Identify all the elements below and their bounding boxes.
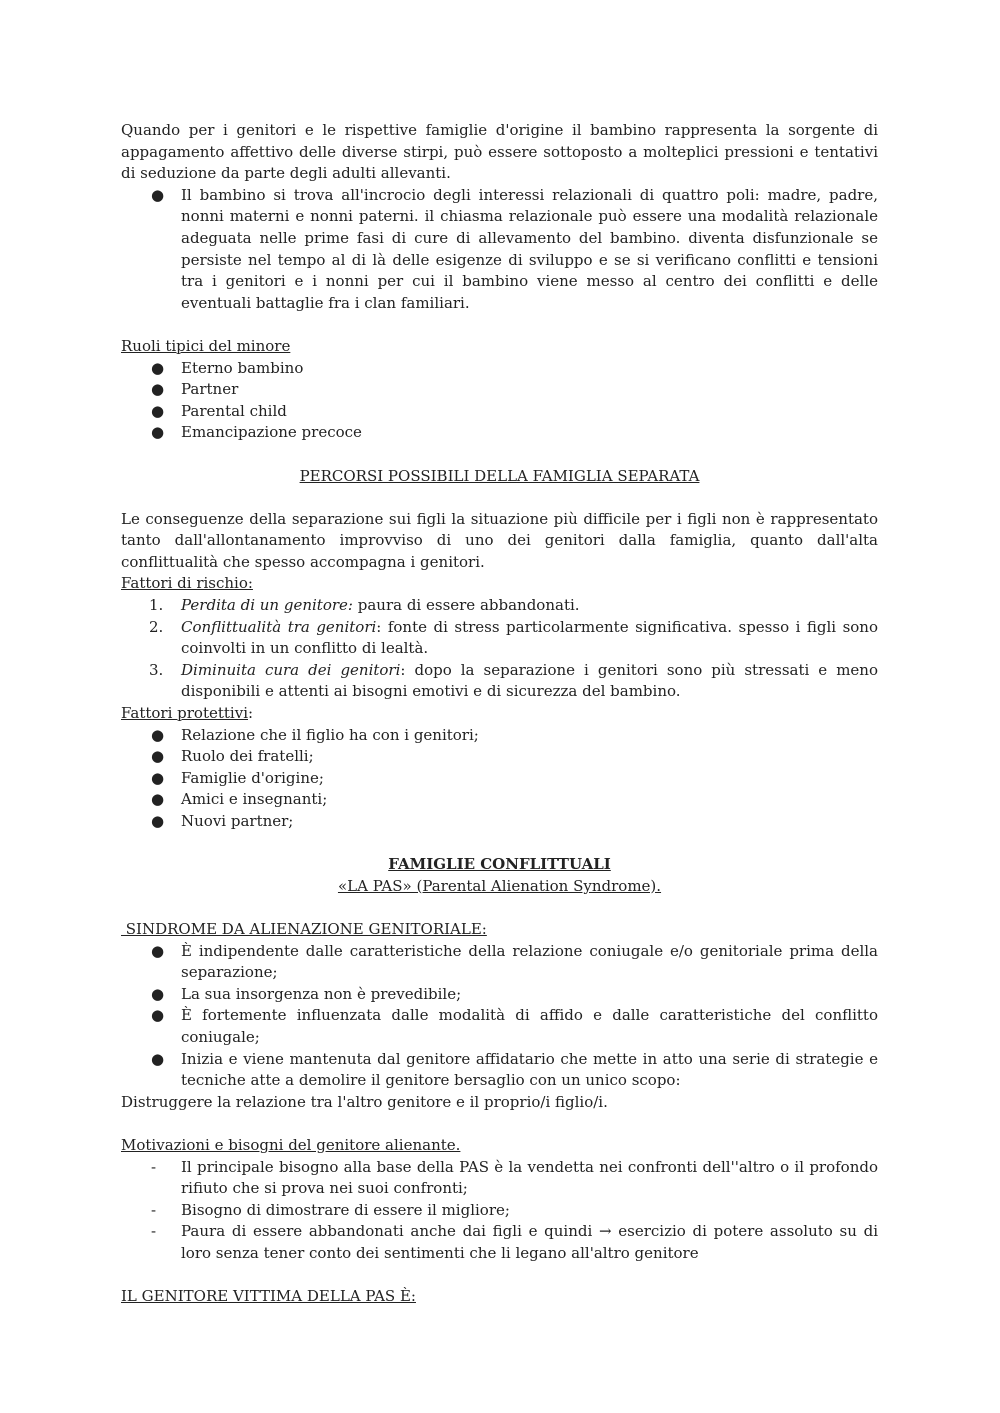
list-item-text: : dopo la separazione i genitori sono più stressati e meno disponibili e attenti ai bisogni emotivi e di sicurezza del bambino. [181,660,878,701]
list-item-term: Diminuita cura dei genitori [181,660,401,679]
list-item-text: : fonte di stress particolarmente significativa. spesso i figli sono coinvolti in un conflitto di lealtà. [181,617,878,658]
motivazioni-list [121,1157,878,1265]
intro-paragraph: Quando per i genitori e le rispettive famiglie d'origine il bambino rappresenta la sorgente di appagamento affettivo delle diverse stirpi, può essere sottoposto a molteplici pressioni e tentativi di seduzione da parte degli adulti allevanti. [121,121,878,183]
dash-marker: - [151,1157,157,1176]
bullet-marker: ● [151,423,165,442]
motivazioni-heading: Motivazioni e bisogni del genitore alienante. [121,1135,461,1154]
list-item [121,1005,878,1048]
list-item [121,1221,878,1264]
bullet-marker: ● [151,812,165,830]
bullet-marker: ● [151,358,165,377]
list-item [121,768,878,790]
list-item-text: Parental child [181,401,287,420]
bullet-marker: ● [151,984,165,1003]
list-item-text: Il bambino si trova all'incrocio degli interessi relazionali di quattro poli: madre, padre, nonni materni e nonni paterni. il chiasma relazionale può essere una modalità relazionale adeguata nelle prime fasi di cure di allevamento del bambino. diventa disfunzionale se persiste nel tempo al di là delle esigenze di sviluppo e se si verificano conflitti e tensioni tra i genitori e i nonni per cui il bambino viene messo al centro dei conflitti e delle eventuali battaglie fra i clan familiari. [181,185,878,312]
list-item [121,401,878,423]
list-item-text: Ruolo dei fratelli; [181,747,314,766]
intro-list [121,185,878,315]
number-marker: 3. [149,660,164,679]
bullet-marker: ● [151,768,165,787]
list-item-text: Il principale bisogno alla base della PAS è la vendetta nei confronti dell''altro o il profondo rifiuto che si prova nei suoi confronti; [181,1157,878,1198]
sindrome-after: Distruggere la relazione tra l'altro genitore e il proprio/i figlio/i. [121,1092,608,1111]
sindrome-list [121,941,878,1092]
list-item-text: Eterno bambino [181,358,304,377]
bullet-marker: ● [151,725,165,744]
list-item [121,941,878,984]
number-marker: 1. [149,596,164,615]
dash-marker: - [151,1222,157,1241]
list-item [121,422,878,444]
list-item-text: Amici e insegnanti; [181,790,328,809]
percorsi-heading: PERCORSI POSSIBILI DELLA FAMIGLIA SEPARATA [299,466,700,485]
protettivi-heading: Fattori protettivi [121,704,248,723]
list-item-text: Emancipazione precoce [181,423,362,442]
bullet-marker: ● [151,1006,165,1025]
vittima-heading: IL GENITORE VITTIMA DELLA PAS È: [121,1287,416,1306]
bullet-marker: ● [151,380,165,399]
list-item [121,1049,878,1092]
bullet-marker: ● [151,941,165,960]
list-item [121,984,878,1006]
rischio-list [121,595,878,703]
list-item [121,1200,878,1222]
list-item-text: La sua insorgenza non è prevedibile; [181,984,462,1003]
sindrome-heading: SINDROME DA ALIENAZIONE GENITORIALE: [121,919,487,938]
ruoli-heading: Ruoli tipici del minore [121,336,291,355]
percorsi-paragraph: Le conseguenze della separazione sui figli la situazione più difficile per i figli non è rappresentato tanto dall'allontanamento improvviso di uno dei genitori dalla famiglia, quanto dall'alta conflittualità che spesso accompagna i genitori. [121,509,878,571]
protettivi-heading-line [121,703,878,725]
list-item [121,660,878,703]
list-item-text: Partner [181,380,239,399]
bullet-marker: ● [151,401,165,420]
list-item-text: paura di essere abbandonati. [352,596,580,615]
protettivi-colon: : [248,704,254,723]
list-item [121,1157,878,1200]
bullet-marker: ● [151,747,165,766]
bullet-marker: ● [151,790,165,809]
list-item-text: È indipendente dalle caratteristiche della relazione coniugale e/o genitoriale prima della separazione; [181,941,878,982]
list-item-text: Inizia e viene mantenuta dal genitore affidatario che mette in atto una serie di strategie e tecniche atte a demolire il genitore bersaglio con un unico scopo: [181,1049,878,1090]
ruoli-list [121,358,878,444]
conflittuali-title: FAMIGLIE CONFLITTUALI [388,855,611,874]
list-item-text: Bisogno di dimostrare di essere il migliore; [181,1200,510,1219]
number-marker: 2. [149,617,164,636]
protettivi-list [121,725,878,833]
list-item-term: Perdita di un genitore: [181,596,353,615]
list-item [121,746,878,768]
list-item-text: Relazione che il figlio ha con i genitori; [181,725,479,744]
list-item [121,185,878,315]
list-item-text: Nuovi partner; [181,812,294,830]
list-item [121,595,878,617]
list-item [121,725,878,747]
list-item-text: Famiglie d'origine; [181,768,324,787]
bullet-marker: ● [151,185,165,204]
list-item-term: Conflittualità tra genitori [181,617,377,636]
list-item [121,811,878,833]
list-item [121,358,878,380]
list-item [121,617,878,660]
conflittuali-subtitle: «LA PAS» (Parental Alienation Syndrome). [337,876,662,895]
list-item-text: È fortemente influenzata dalle modalità di affido e dalle caratteristiche del conflitto coniugale; [181,1006,878,1046]
rischio-heading: Fattori di rischio: [121,574,253,593]
list-item-text: Paura di essere abbandonati anche dai figli e quindi → esercizio di potere assoluto su di loro senza tener conto dei sentimenti che li legano all'altro genitore [181,1222,878,1262]
dash-marker: - [151,1200,157,1219]
list-item [121,789,878,811]
list-item [121,379,878,401]
bullet-marker: ● [151,1049,165,1068]
